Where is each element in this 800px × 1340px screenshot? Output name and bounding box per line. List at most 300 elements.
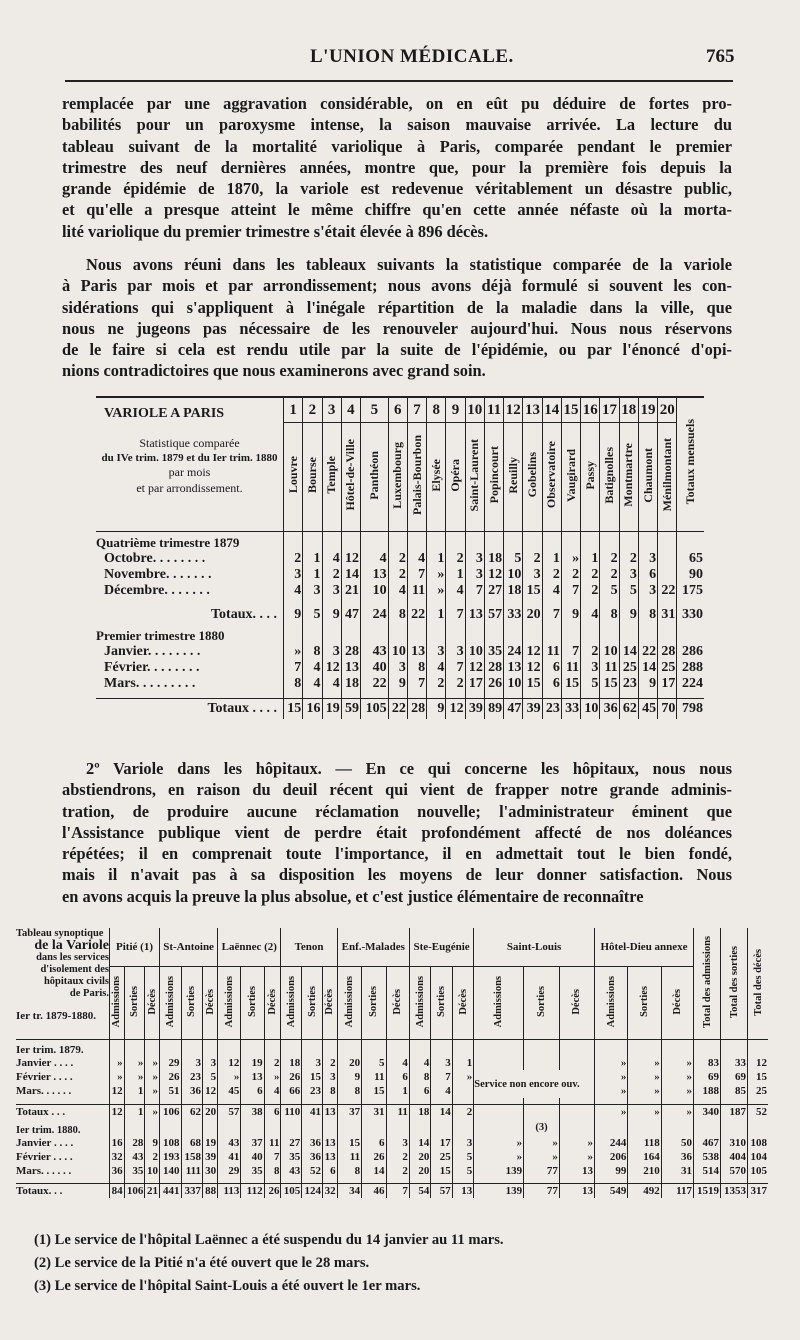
arrondissement-name: Vaugirard — [563, 448, 578, 502]
subheader-cell — [431, 967, 452, 1040]
arrondissement-name: Batignolles — [602, 446, 617, 504]
arrondissement-name-cell — [581, 423, 600, 532]
row-total: 69 — [694, 1070, 721, 1084]
cell-value: 12 — [523, 644, 542, 660]
subheader-label: Décès — [267, 988, 279, 1015]
note-ref: (3) — [524, 1119, 560, 1136]
cell-value: 62 — [619, 698, 638, 719]
cell-value: 206 — [595, 1150, 628, 1164]
empty-cell — [661, 1040, 693, 1057]
empty-cell — [561, 532, 580, 552]
data-row — [96, 660, 704, 676]
cell-value: 2 — [446, 551, 465, 567]
cell-value: 5 — [504, 551, 523, 567]
cell-value: 8 — [264, 1164, 281, 1178]
subheader-label: Décès — [457, 988, 469, 1015]
cell-value: 26 — [281, 1070, 302, 1084]
cell-value: 2 — [388, 551, 407, 567]
data-row — [96, 567, 704, 583]
subheader-label: Décès — [392, 988, 404, 1015]
cell-value: 57 — [431, 1184, 452, 1199]
row-label: Mars. . . . . . — [16, 1085, 72, 1097]
cell-value: 8 — [337, 1164, 361, 1178]
row-label: Totaux . . . . — [96, 698, 284, 719]
cell-value: 59 — [341, 698, 360, 719]
subheader-cell — [145, 967, 160, 1040]
period-header: Ier tr. 1879-1880. — [16, 1010, 97, 1022]
subheader-cell — [595, 967, 628, 1040]
cell-value: 26 — [160, 1070, 182, 1084]
cell-value — [474, 1056, 524, 1070]
text-line: 2º Variole dans les hôpitaux. — En ce qui concerne les hôpitaux, nous nous — [86, 759, 732, 778]
cell-value: 2 — [452, 1104, 473, 1119]
arrondissement-name-cell — [465, 423, 484, 532]
cell-value: 3 — [446, 644, 465, 660]
empty-cell — [361, 625, 389, 644]
empty-cell — [281, 1040, 302, 1057]
empty-cell — [523, 625, 542, 644]
cell-value: 15 — [523, 676, 542, 692]
cell-value: 22 — [407, 605, 426, 625]
arrondissement-name: Passy — [582, 460, 597, 490]
row-total: 798 — [677, 698, 704, 719]
hospital-name: Hôtel-Dieu annexe — [595, 928, 694, 967]
cell-value: » — [661, 1056, 693, 1070]
text-line: en avons acquis la preuve la plus absolue, et c'est justice élémentaire de reconnaître — [62, 886, 644, 906]
cell-value: 41 — [302, 1104, 323, 1119]
cell-value: » — [110, 1070, 125, 1084]
total-header-cell — [677, 398, 704, 532]
empty-cell — [362, 1119, 386, 1136]
row-label: Janvier . . . . — [16, 1136, 74, 1149]
empty-cell — [264, 1040, 281, 1057]
empty-cell — [322, 625, 341, 644]
subheader-label: Admissions — [493, 975, 505, 1028]
subheader-label: Admissions — [343, 975, 355, 1028]
arrondissement-name-cell — [561, 423, 580, 532]
cell-value: 9 — [388, 676, 407, 692]
paragraph-2 — [62, 254, 732, 382]
empty-cell — [484, 532, 503, 552]
cell-value: 11 — [561, 660, 580, 676]
empty-cell — [474, 1119, 524, 1136]
cell-value: 18 — [409, 1104, 430, 1119]
arrondissement-name: Reuilly — [505, 456, 520, 494]
empty-cell — [160, 1119, 182, 1136]
cell-value: 25 — [431, 1150, 452, 1164]
cell-value: 26 — [362, 1150, 386, 1164]
arrondissement-number: 16 — [581, 398, 600, 423]
subheader-cell — [337, 967, 361, 1040]
running-header — [0, 44, 800, 72]
text-line: tableau suivant de la mortalité variolique à Paris, comparée pendant le premier — [62, 136, 732, 156]
row-total: 175 — [677, 583, 704, 599]
cell-value: » — [145, 1104, 160, 1119]
data-row — [16, 1164, 768, 1178]
cell-value: 9 — [145, 1136, 160, 1150]
subheader-cell — [323, 967, 338, 1040]
empty-cell — [302, 1119, 323, 1136]
subheader-cell — [559, 967, 594, 1040]
subheader-label: Décès — [204, 988, 216, 1015]
cell-value: 18 — [504, 583, 523, 599]
empty-cell — [337, 1119, 361, 1136]
hospital-name: Saint-Louis — [474, 928, 595, 967]
cell-value: 14 — [409, 1136, 430, 1150]
cell-value: 8 — [600, 605, 619, 625]
text-line: de le faire si cela est rendu utile par la suite de l'épidémie, ou par l'énoncé d'opi- — [62, 340, 732, 360]
cell-value: 15 — [284, 698, 303, 719]
cell-value: 13 — [559, 1164, 594, 1178]
cell-value: 15 — [302, 1070, 323, 1084]
cell-value: 5 — [303, 605, 322, 625]
cell-value: 13 — [452, 1184, 473, 1199]
cell-value: 4 — [386, 1056, 409, 1070]
subheader-cell — [241, 967, 264, 1040]
cell-value: 6 — [542, 660, 561, 676]
cell-value: 35 — [124, 1164, 145, 1178]
subheader-cell — [181, 967, 203, 1040]
cell-value: 10 — [600, 644, 619, 660]
cell-value: 2 — [581, 583, 600, 599]
cell-value: 23 — [181, 1070, 203, 1084]
cell-value: 7 — [264, 1150, 281, 1164]
empty-cell — [427, 625, 446, 644]
subheader-label: Décès — [146, 988, 158, 1015]
cell-value: 41 — [218, 1150, 241, 1164]
variole-paris-table — [96, 398, 704, 719]
header-rule — [65, 80, 733, 82]
cell-value: 1 — [542, 551, 561, 567]
cell-value: 13 — [407, 644, 426, 660]
cell-value: 210 — [628, 1164, 661, 1178]
cell-value: » — [110, 1056, 125, 1070]
cell-value: 45 — [218, 1084, 241, 1098]
row-total: 404 — [721, 1150, 748, 1164]
row-label: Totaux. . . . — [210, 607, 277, 622]
cell-value: 9 — [638, 676, 657, 692]
cell-value: 10 — [581, 698, 600, 719]
subheader-cell — [362, 967, 386, 1040]
cell-value: 2 — [388, 567, 407, 583]
cell-value: » — [595, 1104, 628, 1119]
cell-value: 2 — [561, 567, 580, 583]
cell-value: 26 — [484, 676, 503, 692]
data-row — [16, 1136, 768, 1150]
cell-value: 4 — [303, 660, 322, 676]
empty-cell — [677, 625, 704, 644]
cell-value: 13 — [465, 605, 484, 625]
cell-value: 7 — [446, 605, 465, 625]
cell-value: 84 — [110, 1184, 125, 1199]
cell-value: 9 — [561, 605, 580, 625]
cell-value: 24 — [504, 644, 523, 660]
text-line: sidérations qui s'appliquent à l'inégale répartition de la maladie dans la ville, que — [62, 297, 732, 317]
cell-value: 40 — [241, 1150, 264, 1164]
table1-subtitle: du IVe trim. 1879 et du Ier trim. 1880 — [101, 452, 278, 464]
section-row — [16, 1040, 768, 1057]
cell-value: » — [559, 1150, 594, 1164]
arrondissement-name-cell — [284, 423, 303, 532]
arrondissement-name: Luxembourg — [390, 441, 405, 509]
cell-value: 4 — [407, 551, 426, 567]
empty-cell — [559, 1040, 594, 1057]
cell-value: » — [284, 644, 303, 660]
cell-value: 4 — [388, 583, 407, 599]
cell-value: 4 — [409, 1056, 430, 1070]
cell-value: 24 — [361, 605, 389, 625]
empty-cell — [748, 1040, 768, 1057]
cell-value: 15 — [600, 676, 619, 692]
empty-cell — [465, 625, 484, 644]
empty-cell — [465, 532, 484, 552]
cell-value: 14 — [341, 567, 360, 583]
empty-cell — [658, 532, 677, 552]
cell-value: 35 — [241, 1164, 264, 1178]
empty-cell — [595, 1119, 628, 1136]
row-total: 108 — [748, 1136, 768, 1150]
total-column-header-cell — [721, 928, 748, 1040]
cell-value: 27 — [281, 1136, 302, 1150]
empty-cell — [124, 1119, 145, 1136]
cell-value: 14 — [638, 660, 657, 676]
cell-value: 77 — [524, 1184, 560, 1199]
cell-value: 12 — [465, 660, 484, 676]
empty-cell — [124, 1040, 145, 1057]
cell-value: 30 — [203, 1164, 218, 1178]
caption-line: de Paris. — [69, 988, 109, 999]
arrondissement-name-cell — [322, 423, 341, 532]
arrondissement-name-cell — [407, 423, 426, 532]
cell-value: 164 — [628, 1150, 661, 1164]
empty-cell — [677, 532, 704, 552]
hospital-name: Enf.-Malades — [337, 928, 409, 967]
row-total: 330 — [677, 605, 704, 625]
cell-value: 68 — [181, 1136, 203, 1150]
cell-value: 3 — [203, 1056, 218, 1070]
empty-cell — [407, 532, 426, 552]
cell-value: 193 — [160, 1150, 182, 1164]
subheader-label: Sorties — [536, 986, 548, 1017]
cell-value — [559, 1104, 594, 1119]
cell-value: 3 — [523, 567, 542, 583]
arrondissement-name-cell — [446, 423, 465, 532]
arrondissement-name-cell — [361, 423, 389, 532]
cell-value: 106 — [124, 1184, 145, 1199]
row-total: 340 — [694, 1104, 721, 1119]
total-header: Totaux mensuels — [683, 419, 698, 505]
section-row — [16, 1119, 768, 1136]
cell-value: 36 — [600, 698, 619, 719]
empty-cell — [203, 1119, 218, 1136]
subheader-label: Sorties — [306, 986, 318, 1017]
row-total: 15 — [748, 1070, 768, 1084]
cell-value: 10 — [145, 1164, 160, 1178]
total-column-header: Total des sorties — [728, 946, 740, 1018]
row-total: 33 — [721, 1056, 748, 1070]
cell-value: 108 — [160, 1136, 182, 1150]
cell-value: » — [452, 1070, 473, 1084]
table1-subtitle: par mois — [168, 465, 211, 479]
text-line: et qu'elle a presque atteint le même chiffre qu'en cette année néfaste où la morta- — [62, 200, 732, 220]
cell-value: 2 — [322, 567, 341, 583]
cell-value: » — [661, 1084, 693, 1098]
hospital-name: Ste-Eugénie — [409, 928, 473, 967]
cell-value: 113 — [218, 1184, 241, 1199]
subheader-label: Sorties — [368, 986, 380, 1017]
cell-value: 15 — [523, 583, 542, 599]
cell-value: 4 — [361, 551, 389, 567]
cell-value: » — [628, 1070, 661, 1084]
cell-value: 54 — [409, 1184, 430, 1199]
page-number: 765 — [706, 46, 735, 67]
row-label: Totaux. . . — [16, 1184, 110, 1199]
subheader-label: Sorties — [186, 986, 198, 1017]
cell-value: 5 — [619, 583, 638, 599]
cell-value: 4 — [322, 676, 341, 692]
row-label: Janvier. . . . . . . . — [104, 644, 201, 659]
row-total: 52 — [748, 1104, 768, 1119]
cell-value: 549 — [595, 1184, 628, 1199]
cell-value: 117 — [661, 1184, 693, 1199]
empty-cell — [361, 532, 389, 552]
arrondissement-name-cell — [619, 423, 638, 532]
cell-value: 10 — [504, 567, 523, 583]
arrondissement-name-cell — [303, 423, 322, 532]
cell-value: » — [561, 551, 580, 567]
cell-value: 6 — [264, 1104, 281, 1119]
row-total: 69 — [721, 1070, 748, 1084]
cell-value: 1 — [124, 1104, 145, 1119]
cell-value: 8 — [323, 1084, 338, 1098]
cell-value: 5 — [452, 1164, 473, 1178]
cell-value: 21 — [145, 1184, 160, 1199]
data-row — [96, 583, 704, 599]
text-line: lité variolique du premier trimestre s'était élevée à 896 décès. — [62, 221, 489, 241]
cell-value — [524, 1056, 560, 1070]
cell-value: 118 — [628, 1136, 661, 1150]
cell-value: » — [145, 1084, 160, 1098]
row-total: 25 — [748, 1084, 768, 1098]
cell-value: » — [145, 1056, 160, 1070]
hospital-name: Laënnec (2) — [218, 928, 281, 967]
subheader-cell — [452, 967, 473, 1040]
cell-value: 14 — [431, 1104, 452, 1119]
cell-value: 99 — [595, 1164, 628, 1178]
cell-value: 6 — [323, 1164, 338, 1178]
empty-cell — [661, 1119, 693, 1136]
cell-value: » — [124, 1070, 145, 1084]
arrondissement-number: 3 — [322, 398, 341, 423]
row-total: 317 — [748, 1184, 768, 1199]
cell-value: 9 — [322, 605, 341, 625]
cell-value: » — [218, 1070, 241, 1084]
cell-value: 25 — [619, 660, 638, 676]
cell-value: 106 — [160, 1104, 182, 1119]
arrondissement-number: 8 — [427, 398, 446, 423]
cell-value: 27 — [484, 583, 503, 599]
cell-value: 441 — [160, 1184, 182, 1199]
cell-value: 39 — [523, 698, 542, 719]
cell-value: 140 — [160, 1164, 182, 1178]
cell-value: 158 — [181, 1150, 203, 1164]
data-row — [96, 676, 704, 692]
cell-value: 40 — [361, 660, 389, 676]
cell-value: 36 — [661, 1150, 693, 1164]
subheader-cell — [386, 967, 409, 1040]
cell-value: » — [595, 1070, 628, 1084]
empty-cell — [281, 1119, 302, 1136]
subheader-label: Admissions — [223, 975, 235, 1028]
cell-value: 29 — [218, 1164, 241, 1178]
cell-value: 3 — [322, 644, 341, 660]
cell-value: 2 — [323, 1056, 338, 1070]
cell-value: 110 — [281, 1104, 302, 1119]
empty-cell — [407, 625, 426, 644]
empty-cell — [523, 532, 542, 552]
empty-cell — [474, 1040, 524, 1057]
empty-cell — [110, 1119, 125, 1136]
cell-value: » — [264, 1070, 281, 1084]
subheader-row — [16, 967, 768, 1040]
cell-value: 5 — [362, 1056, 386, 1070]
cell-value: 37 — [337, 1104, 361, 1119]
subheader-cell — [409, 967, 430, 1040]
cell-value: 5 — [600, 583, 619, 599]
empty-cell — [658, 625, 677, 644]
subheader-label: Décès — [671, 988, 683, 1015]
cell-value: 2 — [427, 676, 446, 692]
subheader-label: Admissions — [285, 975, 297, 1028]
cell-value: 4 — [264, 1084, 281, 1098]
cell-value: 36 — [302, 1136, 323, 1150]
row-total: 85 — [721, 1084, 748, 1098]
empty-cell — [284, 625, 303, 644]
cell-value: 13 — [341, 660, 360, 676]
cell-value: 2 — [284, 551, 303, 567]
empty-cell — [341, 532, 360, 552]
row-label: Novembre. . . . . . . — [104, 567, 212, 582]
cell-value: 3 — [581, 660, 600, 676]
footnote: (2) Le service de la Pitié n'a été ouvert que le 28 mars. — [34, 1255, 370, 1271]
row-total: 1519 — [694, 1184, 721, 1199]
row-label: Février . . . . — [16, 1150, 73, 1163]
section-row — [96, 625, 704, 644]
arrondissement-number: 12 — [504, 398, 523, 423]
row-total: 570 — [721, 1164, 748, 1178]
cell-value: » — [524, 1136, 560, 1150]
cell-value: 3 — [322, 583, 341, 599]
empty-cell — [628, 1040, 661, 1057]
row-total: 188 — [694, 1084, 721, 1098]
cell-value: 35 — [484, 644, 503, 660]
cell-value: 4 — [322, 551, 341, 567]
cell-value: 13 — [323, 1104, 338, 1119]
cell-value: 105 — [361, 698, 389, 719]
data-row — [96, 605, 704, 625]
empty-cell — [241, 1040, 264, 1057]
cell-value: 6 — [241, 1084, 264, 1098]
cell-value: 6 — [386, 1070, 409, 1084]
cell-value: 11 — [542, 644, 561, 660]
cell-value: 3 — [638, 551, 657, 567]
text-line: babilités pour un paroxysme intense, la saison mauvaise arrivée. La lecture du — [62, 115, 732, 135]
cell-value — [524, 1104, 560, 1119]
cell-value: 43 — [218, 1136, 241, 1150]
hospital-synoptic-table — [16, 928, 768, 1198]
empty-cell — [323, 1040, 338, 1057]
empty-cell — [203, 1040, 218, 1057]
